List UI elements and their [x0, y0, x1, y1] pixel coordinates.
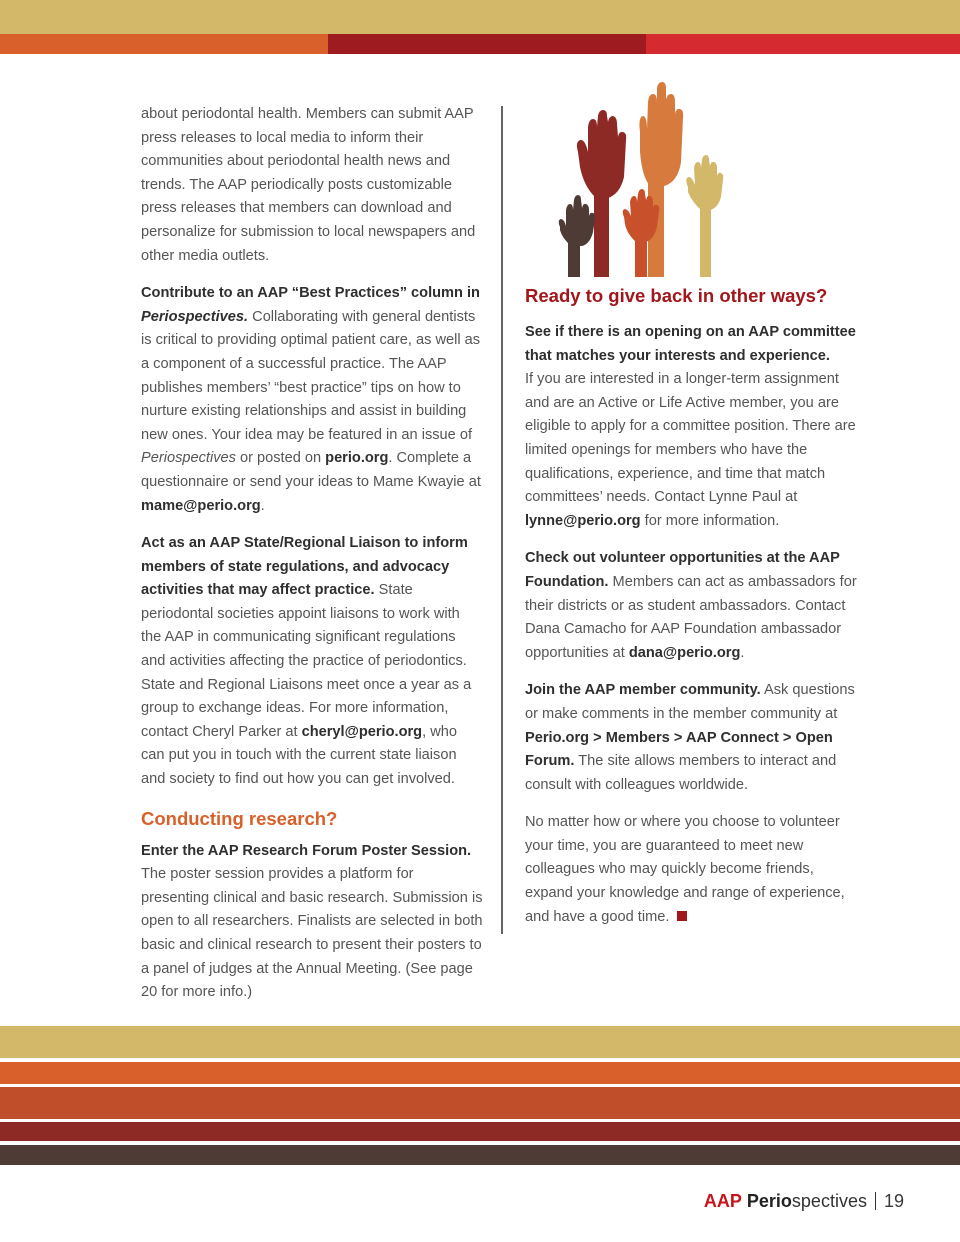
top-gold-band	[0, 0, 960, 34]
top-orange-stripe	[0, 34, 328, 54]
liaison-lead: Act as an AAP State/Regional Liaison to inform members of state regulations, and advocacy activities that may affect practice.	[141, 535, 468, 599]
dana-email-link[interactable]: dana@perio.org	[628, 644, 741, 661]
open-forum-path-link[interactable]: Perio.org > Members > AAP Connect > Open Forum.	[525, 729, 833, 770]
brown-hand-icon	[559, 195, 596, 277]
bottom-darkred-band	[0, 1122, 960, 1141]
bottom-rust-band	[0, 1087, 960, 1119]
right-column	[525, 283, 859, 943]
footer-aap: AAP	[703, 1191, 742, 1211]
perio-org-link[interactable]: perio.org	[325, 450, 389, 467]
mame-email-link[interactable]: mame@perio.org	[141, 497, 261, 514]
periospectives-title: Periospectives.	[141, 308, 249, 325]
page-footer	[704, 1191, 904, 1212]
closing-paragraph: No matter how or where you choose to volunteer your time, you are guaranteed to meet new colleagues who may quickly become friends, expand your knowledge and range of experience, and have a good time.	[525, 814, 845, 925]
darkred-hand-icon	[577, 110, 626, 277]
cheryl-email-link[interactable]: cheryl@perio.org	[301, 723, 423, 740]
lynne-email-link[interactable]: lynne@perio.org	[525, 512, 641, 529]
bottom-orange-band	[0, 1062, 960, 1084]
page-number: 19	[883, 1191, 904, 1211]
member-community-paragraph: Join the AAP member community. Ask questions or make comments in the member community at Perio.org > Members > AAP Connect > Open Forum. The site allows members to interact and consult with colleagues worldwide.	[525, 682, 855, 793]
footer-perio: Perio	[746, 1191, 792, 1211]
research-forum-lead: Enter the AAP Research Forum Poster Session.	[141, 842, 472, 859]
committee-lead: See if there is an opening on an AAP committee that matches your interests and experience.	[525, 324, 856, 364]
press-release-paragraph: about periodontal health. Members can submit AAP press releases to local media to inform their communities about periodontal health news and trends. The AAP periodically posts customizable press releases that members can download and personalize for submission to local newspapers and other media outlets.	[141, 106, 476, 264]
committee-paragraph: See if there is an opening on an AAP committee that matches your interests and experience. If you are interested in a longer-term assignment and are an Active or Life Active member, you are eligible to apply for a committee position. There are limited openings for members who have the qualifications, experience, and time that match committees’ needs. Contact Lynne Paul at lynne@perio.org for more information.	[525, 324, 856, 529]
foundation-lead: Check out volunteer opportunities at the AAP Foundation.	[525, 550, 840, 590]
left-column	[141, 103, 483, 1019]
top-darkred-stripe	[328, 34, 646, 54]
best-practices-lead: Contribute to an AAP “Best Practices” column in	[141, 285, 480, 302]
give-back-heading: Ready to give back in other ways?	[525, 285, 828, 306]
research-forum-paragraph: Enter the AAP Research Forum Poster Session. The poster session provides a platform for presenting clinical and basic research. Submission is open to all researchers. Finalists are selected in both basic and clinical research to present their posters to a panel of judges at the Annual Meeting. (See page 20 for more info.)	[141, 842, 483, 1001]
bottom-brown-band	[0, 1145, 960, 1165]
foundation-paragraph: Check out volunteer opportunities at the AAP Foundation. Members can act as ambassadors for their districts or as student ambassadors. Contact Dana Camacho for AAP Foundation ambassador opportunities at dana@perio.org.	[525, 550, 857, 661]
conducting-research-heading: Conducting research?	[141, 807, 338, 829]
gold-hand-icon	[686, 155, 723, 277]
bottom-gold-band	[0, 1026, 960, 1058]
liaison-paragraph: Act as an AAP State/Regional Liaison to inform members of state regulations, and advocacy activities that may affect practice. State periodontal societies appoint liaisons to work with the AAP in communicating significant regulations and activities affecting the practice of periodontics. State and Regional Liaisons meet once a year as a group to exchange ideas. For more information, contact Cheryl Parker at cheryl@perio.org, who can put you in touch with the current state liaison and society to find out how you can get involved.	[141, 535, 472, 788]
member-community-lead: Join the AAP member community.	[525, 682, 761, 699]
column-divider	[501, 106, 503, 934]
raised-hands-illustration	[558, 82, 728, 277]
footer-spectives: spectives	[791, 1191, 867, 1211]
end-square-icon	[677, 911, 687, 921]
best-practices-paragraph: Contribute to an AAP “Best Practices” column in Periospectives. Collaborating with general dentists is critical to providing optimal patient care, as well as a component of a successful practice. The AAP publishes members’ “best practice” tips on how to nurture existing relationships and assist in building new ones. Your idea may be featured in an issue of Periospectives or posted on perio.org. Complete a questionnaire or send your ideas to Mame Kwayie at mame@perio.org.	[141, 285, 481, 514]
footer-separator	[875, 1192, 876, 1210]
top-red-stripe	[646, 34, 960, 54]
